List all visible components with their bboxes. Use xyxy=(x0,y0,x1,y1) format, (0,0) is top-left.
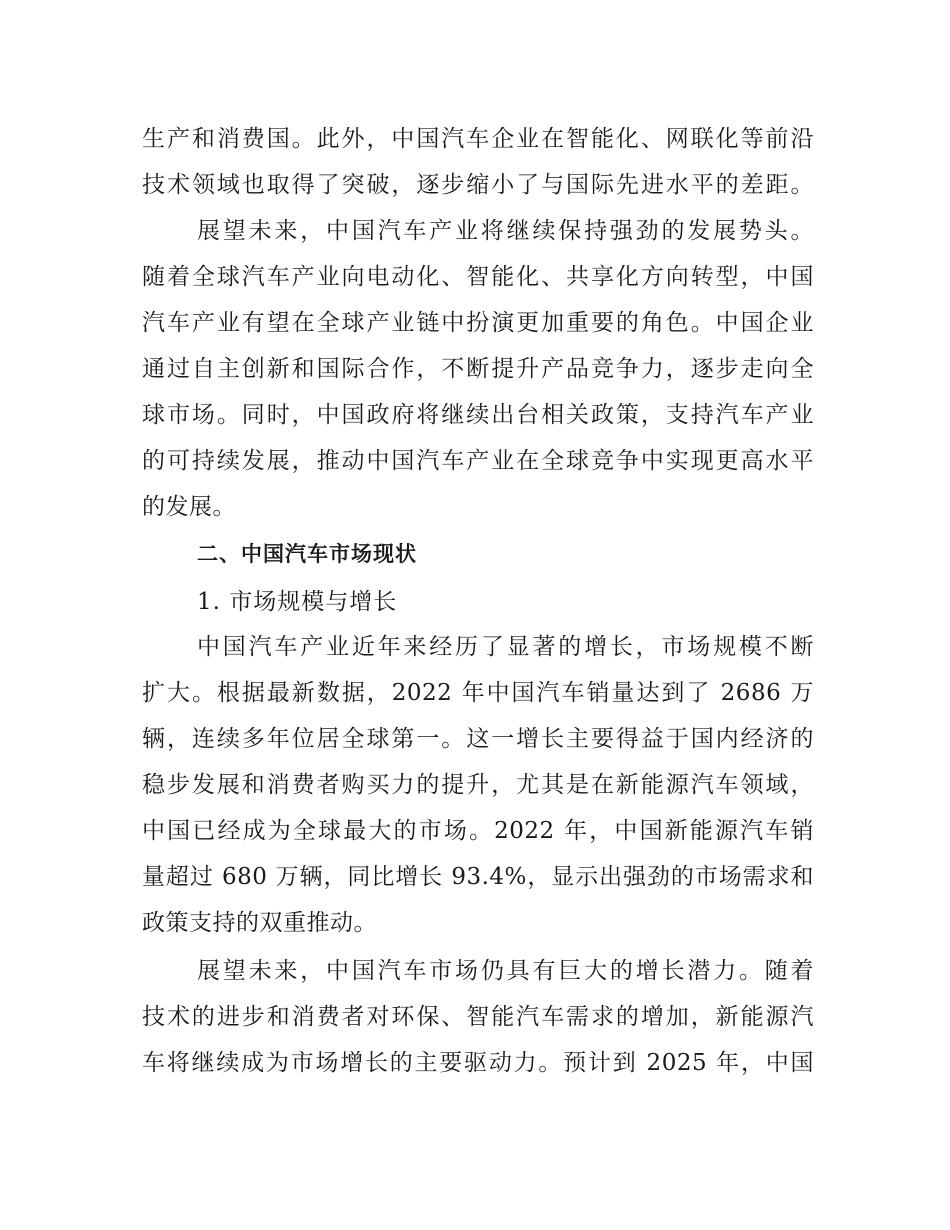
paragraph-line: 的可持续发展，推动中国汽车产业在全球竞争中实现更高水平 xyxy=(142,448,814,474)
paragraph-line: 中国汽车产业近年来经历了显著的增长，市场规模不断 xyxy=(197,634,814,660)
paragraph-line: 球市场。同时，中国政府将继续出台相关政策，支持汽车产业 xyxy=(142,402,814,428)
paragraph-line: 的发展。 xyxy=(142,494,236,520)
paragraph-line: 车将继续成为市场增长的主要驱动力。预计到 2025 年，中国 xyxy=(142,1050,814,1076)
paragraph-line: 扩大。根据最新数据，2022 年中国汽车销量达到了 2686 万 xyxy=(142,680,814,706)
paragraph-line: 政策支持的双重推动。 xyxy=(142,910,377,936)
paragraph-line: 随着全球汽车产业向电动化、智能化、共享化方向转型，中国 xyxy=(142,264,814,290)
paragraph-line: 生产和消费国。此外，中国汽车企业在智能化、网联化等前沿 xyxy=(142,126,814,152)
paragraph-line: 展望未来，中国汽车市场仍具有巨大的增长潜力。随着 xyxy=(197,958,814,984)
paragraph-line: 技术的进步和消费者对环保、智能汽车需求的增加，新能源汽 xyxy=(142,1004,814,1030)
paragraph-line: 中国已经成为全球最大的市场。2022 年，中国新能源汽车销 xyxy=(142,818,814,844)
paragraph-line: 量超过 680 万辆，同比增长 93.4%，显示出强劲的市场需求和 xyxy=(142,864,814,890)
paragraph-line: 稳步发展和消费者购买力的提升，尤其是在新能源汽车领域， xyxy=(142,772,814,798)
subsection-heading: 1. 市场规模与增长 xyxy=(197,589,398,615)
paragraph-line: 通过自主创新和国际合作，不断提升产品竞争力，逐步走向全 xyxy=(142,356,814,382)
paragraph-line: 汽车产业有望在全球产业链中扮演更加重要的角色。中国企业 xyxy=(142,310,814,336)
paragraph-line: 技术领域也取得了突破，逐步缩小了与国际先进水平的差距。 xyxy=(142,172,814,198)
section-heading: 二、中国汽车市场现状 xyxy=(197,542,417,566)
paragraph-line: 展望未来，中国汽车产业将继续保持强劲的发展势头。 xyxy=(197,218,814,244)
paragraph-line: 辆，连续多年位居全球第一。这一增长主要得益于国内经济的 xyxy=(142,726,814,752)
